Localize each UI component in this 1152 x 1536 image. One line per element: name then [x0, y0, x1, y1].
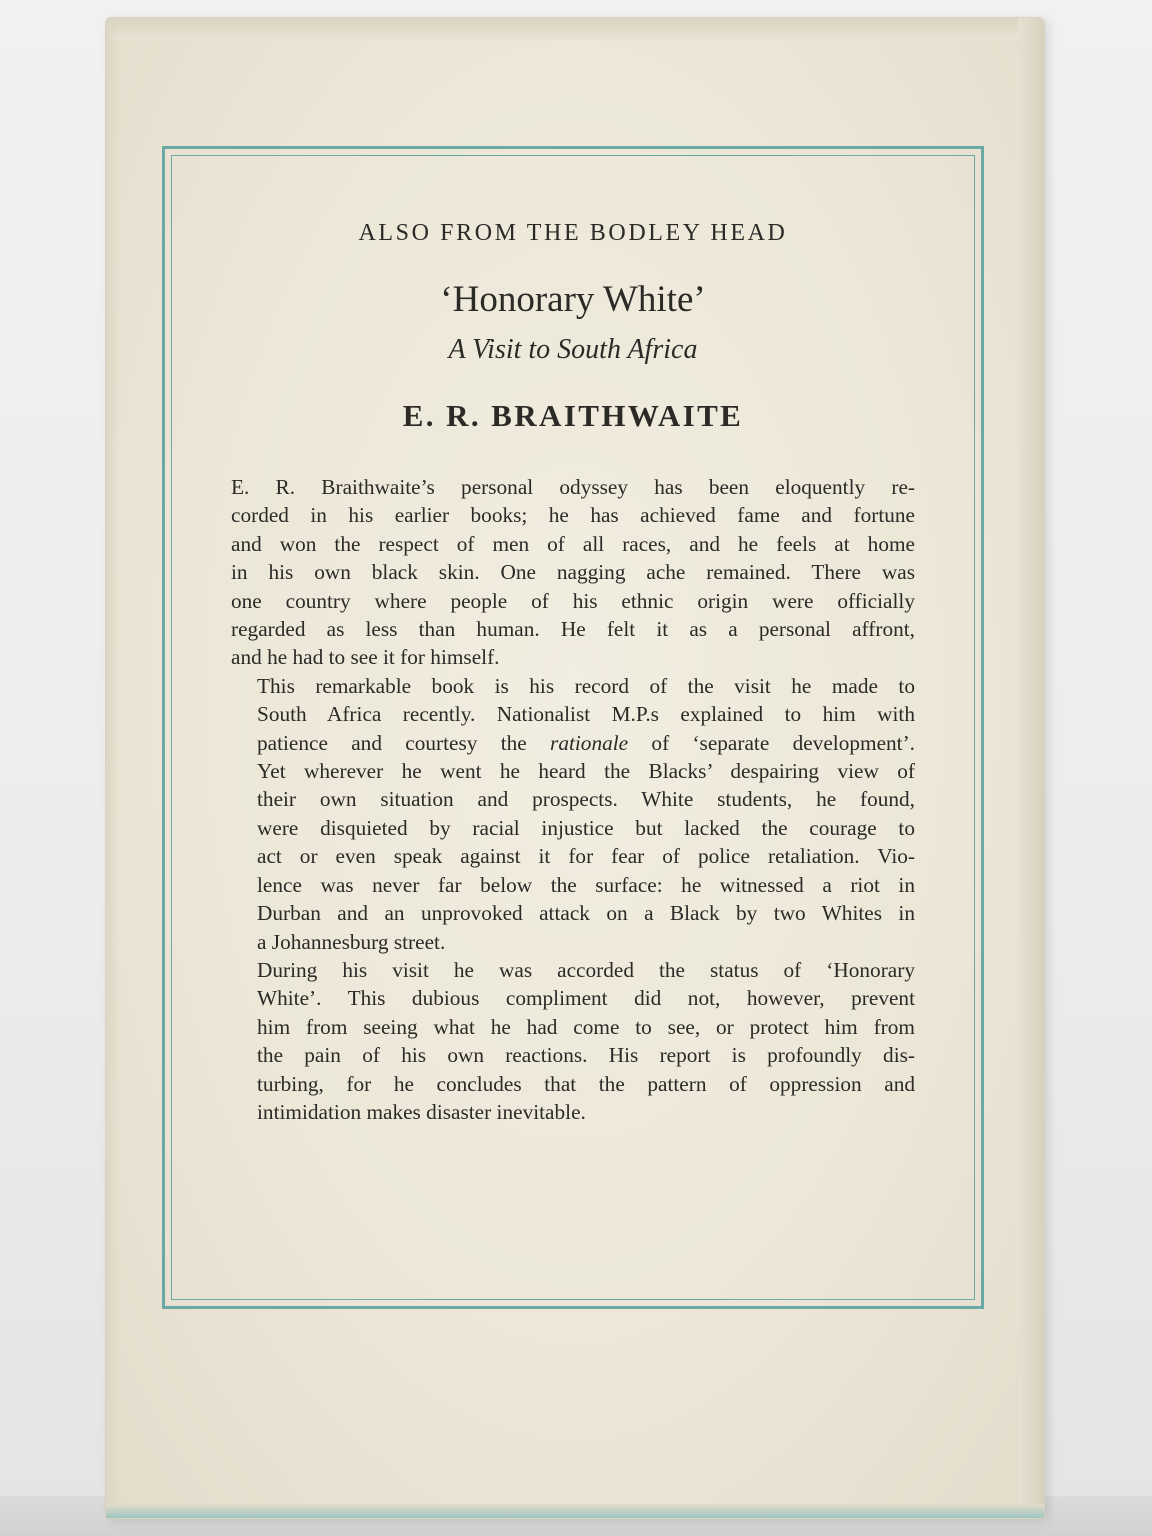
blurb-line: and won the respect of men of all races, and he feels at home [231, 531, 915, 556]
jacket-left-edge [106, 18, 120, 1518]
blurb-line: This remarkable book is his record of the visit he made to [257, 673, 915, 698]
decorative-border-frame [162, 146, 984, 1309]
blurb-line: During his visit he was accorded the status of ‘Honorary [257, 957, 915, 982]
blurb-paragraph-2 [231, 672, 915, 956]
publisher-line: ALSO FROM THE BODLEY HEAD [358, 220, 788, 246]
blurb-line: corded in his earlier books; he has achieved fame and fortune [231, 503, 915, 528]
blurb-line: one country where people of his ethnic origin were officially [231, 588, 915, 613]
blurb-line: act or even speak against it for fear of police retaliation. Vio- [257, 844, 915, 869]
cover-content [231, 221, 915, 1126]
italic-word-rationale: rationale [550, 730, 629, 755]
blurb-line: Durban and an unprovoked attack on a Black by two Whites in [257, 901, 915, 926]
blurb-line: their own situation and prospects. White students, he found, [257, 787, 915, 812]
blurb-line: and he had to see it for himself. [231, 645, 500, 670]
book-title: ‘Honorary White’ [440, 279, 706, 320]
blurb-line: regarded as less than human. He felt it as a personal affront, [231, 617, 915, 642]
blurb-line: turbing, for he concludes that the pattern of oppression and [257, 1071, 915, 1096]
blurb-text [231, 473, 915, 1126]
blurb-line: a Johannesburg street. [257, 929, 446, 954]
blurb-paragraph-1 [231, 473, 915, 672]
blurb-line: lence was never far below the surface: he witnessed a riot in [257, 872, 915, 897]
blurb-line: him from seeing what he had come to see, or protect him from [257, 1014, 915, 1039]
blurb-text-segment: of ‘separate development’. [628, 730, 916, 755]
book-jacket-back-cover [106, 18, 1044, 1518]
blurb-text-segment: patience and courtesy the [257, 730, 551, 755]
blurb-line: were disquieted by racial injustice but lacked the courage to [257, 815, 915, 840]
book-subtitle: A Visit to South Africa [448, 334, 698, 365]
blurb-line-with-italic [231, 729, 915, 757]
blurb-line: intimidation makes disaster inevitable. [257, 1099, 586, 1124]
jacket-bottom-edge [106, 1504, 1044, 1518]
blurb-line: White’. This dubious compliment did not, however, prevent [257, 986, 915, 1011]
jacket-spine-fold [1018, 18, 1044, 1518]
blurb-line: E. R. Braithwaite’s personal odyssey has been eloquently re- [231, 475, 915, 499]
blurb-line: in his own black skin. One nagging ache remained. There was [231, 560, 915, 585]
blurb-line: the pain of his own reactions. His report is profoundly dis- [257, 1043, 915, 1068]
blurb-line: South Africa recently. Nationalist M.P.s explained to him with [257, 702, 915, 727]
book-author: E. R. BRAITHWAITE [402, 398, 744, 433]
blurb-line: Yet wherever he went he heard the Blacks’ despairing view of [257, 759, 915, 784]
jacket-top-edge [106, 18, 1044, 40]
blurb-paragraph-3 [231, 956, 915, 1126]
